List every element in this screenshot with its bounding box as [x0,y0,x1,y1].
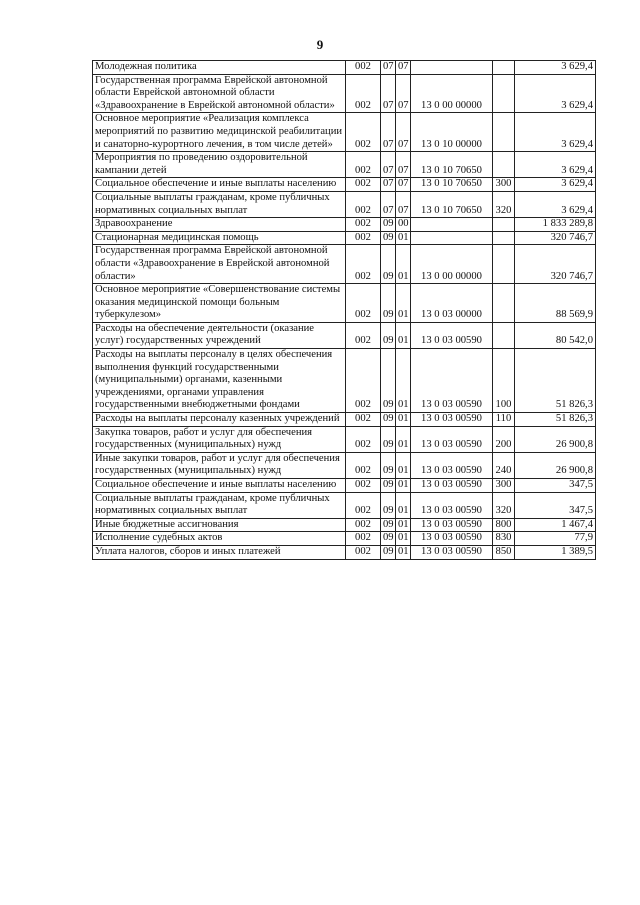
amount-cell: 3 629,4 [515,191,596,217]
table-row [93,518,596,532]
section-code-cell: 09 [381,349,396,413]
table-row [93,218,596,232]
table-row [93,413,596,427]
expense-type-cell [493,231,515,245]
table-row [93,61,596,75]
ministry-code-cell: 002 [346,245,381,284]
table-row [93,152,596,178]
target-article-cell: 13 0 03 00590 [411,532,493,546]
expense-type-cell [493,61,515,75]
row-name-cell: Социальные выплаты гражданам, кроме публичных нормативных социальных выплат [93,492,346,518]
section-code-cell: 09 [381,492,396,518]
row-name-cell: Социальные выплаты гражданам, кроме публичных нормативных социальных выплат [93,191,346,217]
section-code-cell: 07 [381,152,396,178]
expense-type-cell [493,218,515,232]
amount-cell: 3 629,4 [515,178,596,192]
subsection-code-cell: 07 [396,191,411,217]
row-name-cell: Расходы на обеспечение деятельности (оказание услуг) государственных учреждений [93,322,346,348]
subsection-code-cell: 01 [396,452,411,478]
section-code-cell: 09 [381,413,396,427]
table-row [93,231,596,245]
amount-cell: 3 629,4 [515,113,596,152]
table-row [93,532,596,546]
section-code-cell: 09 [381,479,396,493]
expense-type-cell: 830 [493,532,515,546]
section-code-cell: 09 [381,426,396,452]
expense-type-cell: 320 [493,191,515,217]
table-row [93,113,596,152]
row-name-cell: Основное мероприятие «Реализация комплекса мероприятий по развитию медицинской реабилитации и санаторно-курортного лечения, в том числе детей» [93,113,346,152]
ministry-code-cell: 002 [346,231,381,245]
ministry-code-cell: 002 [346,426,381,452]
subsection-code-cell: 07 [396,113,411,152]
ministry-code-cell: 002 [346,518,381,532]
target-article-cell: 13 0 00 00000 [411,74,493,113]
section-code-cell: 07 [381,61,396,75]
section-code-cell: 07 [381,178,396,192]
table-row [93,492,596,518]
row-name-cell: Основное мероприятие «Совершенствование системы оказания медицинской помощи больным туберкулезом» [93,284,346,323]
target-article-cell: 13 0 03 00590 [411,413,493,427]
subsection-code-cell: 01 [396,479,411,493]
target-article-cell: 13 0 03 00590 [411,545,493,559]
amount-cell: 88 569,9 [515,284,596,323]
row-name-cell: Исполнение судебных актов [93,532,346,546]
amount-cell: 77,9 [515,532,596,546]
table-row [93,322,596,348]
target-article-cell: 13 0 03 00590 [411,322,493,348]
amount-cell: 3 629,4 [515,152,596,178]
expense-type-cell: 320 [493,492,515,518]
amount-cell: 3 629,4 [515,61,596,75]
ministry-code-cell: 002 [346,322,381,348]
target-article-cell [411,61,493,75]
target-article-cell: 13 0 03 00590 [411,452,493,478]
ministry-code-cell: 002 [346,191,381,217]
table-row [93,245,596,284]
target-article-cell: 13 0 03 00590 [411,426,493,452]
target-article-cell: 13 0 03 00590 [411,492,493,518]
section-code-cell: 09 [381,322,396,348]
target-article-cell: 13 0 03 00590 [411,518,493,532]
expense-type-cell: 300 [493,479,515,493]
section-code-cell: 09 [381,452,396,478]
expense-type-cell: 200 [493,426,515,452]
expense-type-cell: 240 [493,452,515,478]
section-code-cell: 09 [381,532,396,546]
row-name-cell: Социальное обеспечение и иные выплаты населению [93,479,346,493]
ministry-code-cell: 002 [346,452,381,478]
expense-type-cell [493,152,515,178]
amount-cell: 320 746,7 [515,231,596,245]
target-article-cell: 13 0 03 00590 [411,479,493,493]
amount-cell: 3 629,4 [515,74,596,113]
ministry-code-cell: 002 [346,479,381,493]
row-name-cell: Социальное обеспечение и иные выплаты населению [93,178,346,192]
subsection-code-cell: 07 [396,152,411,178]
target-article-cell: 13 0 10 00000 [411,113,493,152]
table-row [93,452,596,478]
expense-type-cell [493,74,515,113]
row-name-cell: Уплата налогов, сборов и иных платежей [93,545,346,559]
expense-type-cell [493,322,515,348]
ministry-code-cell: 002 [346,349,381,413]
row-name-cell: Государственная программа Еврейской автономной области Еврейской автономной области «Здравоохранение в Еврейской автономной области» [93,74,346,113]
section-code-cell: 09 [381,545,396,559]
section-code-cell: 09 [381,245,396,284]
row-name-cell: Молодежная политика [93,61,346,75]
table-row [93,74,596,113]
target-article-cell: 13 0 10 70650 [411,191,493,217]
subsection-code-cell: 07 [396,74,411,113]
amount-cell: 1 389,5 [515,545,596,559]
section-code-cell: 09 [381,518,396,532]
expense-type-cell: 800 [493,518,515,532]
target-article-cell: 13 0 10 70650 [411,152,493,178]
row-name-cell: Стационарная медицинская помощь [93,231,346,245]
target-article-cell: 13 0 00 00000 [411,245,493,284]
amount-cell: 26 900,8 [515,452,596,478]
table-row [93,178,596,192]
ministry-code-cell: 002 [346,218,381,232]
amount-cell: 347,5 [515,492,596,518]
amount-cell: 1 833 289,8 [515,218,596,232]
subsection-code-cell: 01 [396,492,411,518]
table-row [93,349,596,413]
subsection-code-cell: 01 [396,426,411,452]
amount-cell: 26 900,8 [515,426,596,452]
ministry-code-cell: 002 [346,413,381,427]
subsection-code-cell: 01 [396,231,411,245]
amount-cell: 51 826,3 [515,413,596,427]
subsection-code-cell: 01 [396,245,411,284]
ministry-code-cell: 002 [346,492,381,518]
subsection-code-cell: 01 [396,284,411,323]
amount-cell: 1 467,4 [515,518,596,532]
target-article-cell: 13 0 10 70650 [411,178,493,192]
expense-type-cell: 100 [493,349,515,413]
target-article-cell [411,218,493,232]
budget-table [92,60,596,560]
ministry-code-cell: 002 [346,545,381,559]
subsection-code-cell: 01 [396,413,411,427]
ministry-code-cell: 002 [346,113,381,152]
table-row [93,426,596,452]
table-row [93,284,596,323]
row-name-cell: Расходы на выплаты персоналу в целях обеспечения выполнения функций государственными (муниципальными) органами, казенными учреждениями, органами управления государственными внебюджетными фондами [93,349,346,413]
expense-type-cell [493,113,515,152]
ministry-code-cell: 002 [346,152,381,178]
expense-type-cell: 110 [493,413,515,427]
table-row [93,545,596,559]
amount-cell: 80 542,0 [515,322,596,348]
target-article-cell: 13 0 03 00000 [411,284,493,323]
subsection-code-cell: 01 [396,518,411,532]
table-row [93,191,596,217]
subsection-code-cell: 01 [396,545,411,559]
section-code-cell: 07 [381,113,396,152]
amount-cell: 320 746,7 [515,245,596,284]
subsection-code-cell: 01 [396,349,411,413]
row-name-cell: Расходы на выплаты персоналу казенных учреждений [93,413,346,427]
ministry-code-cell: 002 [346,74,381,113]
row-name-cell: Иные закупки товаров, работ и услуг для обеспечения государственных (муниципальных) нужд [93,452,346,478]
target-article-cell: 13 0 03 00590 [411,349,493,413]
table-row [93,479,596,493]
ministry-code-cell: 002 [346,178,381,192]
row-name-cell: Государственная программа Еврейской автономной области «Здравоохранение в Еврейской автономной области» [93,245,346,284]
expense-type-cell [493,284,515,323]
row-name-cell: Мероприятия по проведению оздоровительной кампании детей [93,152,346,178]
subsection-code-cell: 07 [396,61,411,75]
subsection-code-cell: 07 [396,178,411,192]
budget-table-body [93,61,596,560]
section-code-cell: 09 [381,284,396,323]
amount-cell: 347,5 [515,479,596,493]
subsection-code-cell: 01 [396,532,411,546]
amount-cell: 51 826,3 [515,349,596,413]
subsection-code-cell: 01 [396,322,411,348]
row-name-cell: Закупка товаров, работ и услуг для обеспечения государственных (муниципальных) нужд [93,426,346,452]
section-code-cell: 07 [381,74,396,113]
expense-type-cell: 300 [493,178,515,192]
section-code-cell: 09 [381,231,396,245]
row-name-cell: Иные бюджетные ассигнования [93,518,346,532]
ministry-code-cell: 002 [346,284,381,323]
ministry-code-cell: 002 [346,532,381,546]
target-article-cell [411,231,493,245]
expense-type-cell [493,245,515,284]
ministry-code-cell: 002 [346,61,381,75]
expense-type-cell: 850 [493,545,515,559]
row-name-cell: Здравоохранение [93,218,346,232]
subsection-code-cell: 00 [396,218,411,232]
section-code-cell: 09 [381,218,396,232]
page-number: 9 [316,37,324,52]
section-code-cell: 07 [381,191,396,217]
